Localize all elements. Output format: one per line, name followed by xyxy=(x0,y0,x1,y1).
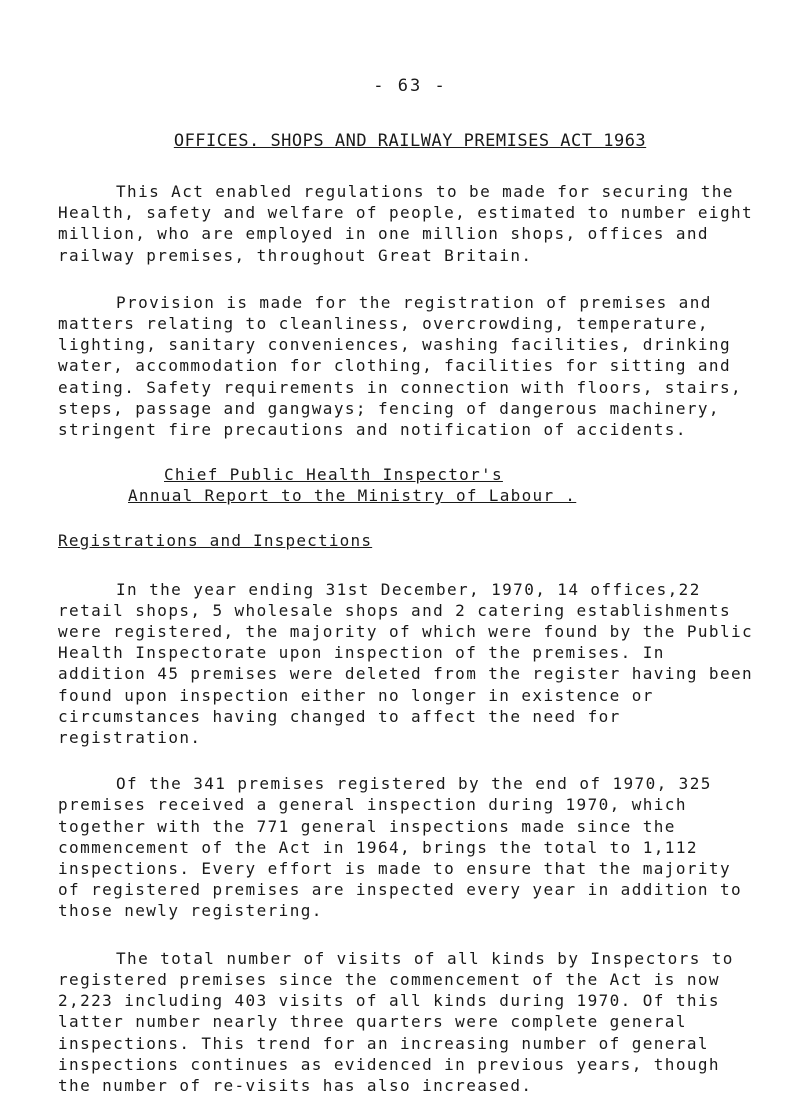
report-heading-line-2: Annual Report to the Ministry of Labour . xyxy=(128,486,577,506)
page-number: - 63 - xyxy=(373,76,447,96)
report-heading-line-1: Chief Public Health Inspector's xyxy=(164,465,503,485)
provision-paragraph: Provision is made for the registration of premises and matters relating to cleanliness, overcrowding, temperature, lighting, sanitary conveniences, washing facilities, drinking water, accommodation for clothing, facilities for sitting and eating. Safety requirements in connection with floors, stairs, steps, passage and gangways; fencing of dangerous machinery, stringent fire precautions and notification of accidents. xyxy=(58,292,743,440)
visits-paragraph: The total number of visits of all kinds by Inspectors to registered premises since the commencement of the Act is now 2,223 including 403 visits of all kinds during 1970. Of this latter number nearly three quarters were complete general inspections. This trend for an increasing number of general inspections continues as evidenced in previous years, though the number of re-visits has also increased. xyxy=(58,948,734,1095)
intro-paragraph: This Act enabled regulations to be made for securing the Health, safety and welfare of people, estimated to number eight million, who are employed in one million shops, offices and railway premises, throughout Great Britain. xyxy=(58,182,754,265)
report-heading xyxy=(128,464,762,506)
registrations-paragraph: In the year ending 31st December, 1970, 14 offices,22 retail shops, 5 wholesale shops and 2 catering establishments were registered, the majority of which were found by the Public Health Inspectorate upon inspection of the premises. In addition 45 premises were deleted from the register having been found upon inspection either no longer in existence or circumstances having changed to affect the need for registration. xyxy=(58,579,754,748)
document-title: OFFICES. SHOPS AND RAILWAY PREMISES ACT 1963 xyxy=(173,131,647,151)
section-heading: Registrations and Inspections xyxy=(58,530,373,550)
inspections-paragraph: Of the 341 premises registered by the end of 1970, 325 premises received a general inspection during 1970, which together with the 771 general inspections made since the commencement of the Act in 1964, brings the total to 1,112 inspections. Every effort is made to ensure that the majority of registered premises are inspected every year in addition to those newly registering. xyxy=(58,774,743,921)
